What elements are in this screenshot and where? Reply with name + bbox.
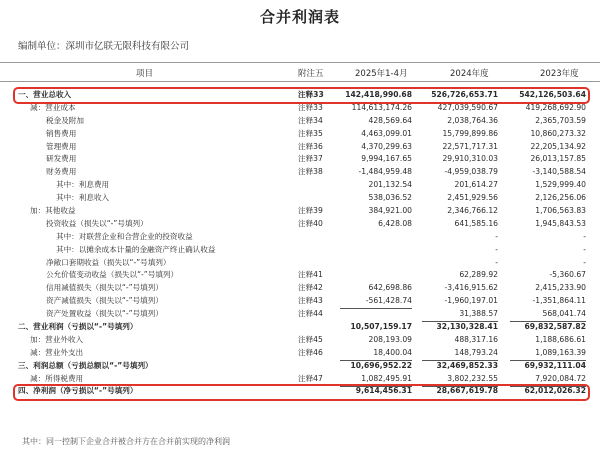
row-label: 投资收益（损失以“-”号填列） [46, 218, 148, 228]
row-value-2024: -3,416,915.62 [444, 283, 498, 293]
income-statement-table [0, 89, 600, 398]
row-value-2024: - [495, 231, 498, 241]
header-note: 附注五 [298, 69, 324, 79]
row-note: 注释41 [298, 270, 323, 280]
row-value-2025: 1,082,495.91 [340, 373, 412, 387]
row-note: 注释40 [298, 218, 323, 228]
row-label: 研发费用 [46, 154, 77, 164]
row-value-2024: 2,346,766.12 [447, 206, 498, 216]
row-note: 注释33 [298, 102, 323, 112]
row-label: 其中：利息费用 [56, 180, 110, 190]
row-value-2025: 384,921.00 [368, 206, 412, 216]
row-note: 注释37 [298, 154, 323, 164]
header-item: 项目 [136, 69, 154, 79]
row-value-2023: - [583, 231, 586, 241]
row-value-2023: 26,013,157.85 [530, 154, 586, 164]
row-label: 二、营业利润（亏损以“-”号填列） [18, 322, 138, 332]
row-value-2024: 2,038,764.36 [447, 115, 498, 125]
row-label: 公允价值变动收益（损失以“-”号填列） [46, 270, 179, 280]
table-row [0, 231, 600, 244]
row-label: 管理费用 [46, 141, 77, 151]
table-row [0, 308, 600, 321]
row-value-2024: 3,802,232.55 [422, 373, 498, 387]
row-note: 注释43 [298, 296, 323, 306]
row-value-2025: 208,193.09 [368, 334, 412, 344]
row-note: 注释36 [298, 141, 323, 151]
row-value-2023: -3,140,588.54 [532, 167, 586, 177]
row-value-2025: 538,036.52 [368, 193, 412, 203]
row-value-2025: 9,614,456.31 [355, 386, 412, 396]
row-value-2025: 10,696,952.22 [350, 360, 412, 370]
row-label: 减：营业成本 [30, 102, 76, 112]
row-value-2025 [340, 308, 412, 309]
header-col-2024: 2024年度 [450, 69, 489, 79]
row-note: 注释46 [298, 347, 323, 357]
row-value-2024: 2,451,929.56 [447, 193, 498, 203]
row-value-2025: 201,132.54 [368, 180, 412, 190]
row-note: 注释45 [298, 334, 323, 344]
row-note: 注释44 [298, 309, 323, 319]
row-value-2023: 7,920,084.72 [510, 373, 586, 387]
table-row [0, 385, 600, 398]
table-row [0, 102, 600, 115]
row-label: 资产减值损失（损失以“-”号填列） [46, 296, 163, 306]
row-note: 注释47 [298, 373, 323, 383]
table-row [0, 269, 600, 282]
preparer-unit: 编制单位：深圳市亿联无限科技有限公司 [18, 41, 190, 52]
row-value-2023: 1,706,563.83 [535, 206, 586, 216]
row-value-2024: - [495, 257, 498, 267]
row-value-2025: 428,569.64 [368, 115, 412, 125]
row-label: 减：营业外支出 [30, 347, 84, 357]
footer-note: 其中：同一控制下企业合并被合并方在合并前实现的净利润 [22, 437, 230, 446]
row-value-2024: 31,388.57 [422, 308, 498, 322]
row-value-2023: 568,041.74 [510, 308, 586, 322]
row-value-2024: 526,726,653.71 [431, 90, 498, 99]
row-value-2025: 4,463,099.01 [361, 128, 412, 138]
table-row [0, 373, 600, 386]
row-label: 销售费用 [46, 128, 77, 138]
row-value-2023: 2,126,256.06 [535, 193, 586, 203]
row-label: 三、利润总额（亏损总额以“-”号填列） [18, 360, 153, 370]
table-row [0, 347, 600, 360]
row-value-2023: 69,932,111.04 [524, 360, 586, 370]
table-row [0, 128, 600, 141]
table-row [0, 205, 600, 218]
row-value-2023: 1,089,163.39 [510, 347, 586, 361]
row-value-2023: - [583, 244, 586, 254]
table-row [0, 257, 600, 270]
row-value-2023: 10,860,273.32 [530, 128, 586, 138]
row-label: 其中：以摊余成本计量的金融资产终止确认收益 [56, 244, 216, 254]
row-label: 加：其他收益 [30, 206, 76, 216]
row-label: 一、营业总收入 [18, 90, 72, 99]
row-value-2024: 15,799,899.86 [442, 128, 498, 138]
row-value-2024: 32,469,852.33 [436, 360, 498, 370]
row-value-2024: 641,585.16 [454, 218, 498, 228]
row-value-2024: 148,793.24 [422, 347, 498, 361]
row-value-2025: 114,613,174.26 [351, 102, 412, 112]
row-value-2024: 32,130,328.41 [436, 322, 498, 332]
row-value-2024: 62,289.92 [459, 270, 498, 280]
row-value-2023: 542,126,503.64 [519, 90, 586, 99]
row-value-2025: -561,428.74 [365, 296, 412, 306]
row-note: 注释39 [298, 206, 323, 216]
table-row [0, 218, 600, 231]
table-row [0, 179, 600, 192]
row-value-2023: 1,529,999.40 [535, 180, 586, 190]
row-value-2023: 2,415,233.90 [535, 283, 586, 293]
table-row [0, 334, 600, 347]
row-value-2025: 18,400.04 [340, 347, 412, 361]
row-value-2023: 2,365,703.59 [535, 115, 586, 125]
row-note: 注释38 [298, 167, 323, 177]
row-value-2024: - [495, 244, 498, 254]
row-label: 其中：对联营企业和合营企业的投资收益 [56, 231, 193, 241]
row-value-2025: 6,428.08 [378, 218, 412, 228]
row-note: 注释34 [298, 115, 323, 125]
row-label: 四、净利润（净亏损以“-”号填列） [18, 386, 138, 396]
row-label: 其中：利息收入 [56, 193, 110, 203]
table-row [0, 321, 600, 334]
row-note: 注释35 [298, 128, 323, 138]
table-row [0, 115, 600, 128]
table-row [0, 153, 600, 166]
row-label: 财务费用 [46, 167, 77, 177]
row-value-2025: 9,994,167.65 [361, 154, 412, 164]
table-row [0, 141, 600, 154]
table-row [0, 282, 600, 295]
row-value-2023: 419,268,692.90 [525, 102, 586, 112]
row-value-2025: 642,698.86 [368, 283, 412, 293]
row-value-2024: 488,317.16 [454, 334, 498, 344]
row-value-2024: 427,039,590.67 [437, 102, 498, 112]
row-value-2023: 22,205,134.92 [530, 141, 586, 151]
row-label: 净敞口套期收益（损失以“-”号填列） [46, 257, 171, 267]
row-value-2025: 142,418,990.68 [345, 90, 412, 99]
row-note: 注释42 [298, 283, 323, 293]
table-row [0, 244, 600, 257]
table-header [0, 62, 600, 82]
row-value-2024: 28,667,619.78 [436, 386, 498, 396]
row-value-2025: -1,484,959.48 [358, 167, 412, 177]
row-value-2023: 1,188,686.61 [535, 334, 586, 344]
row-value-2025: 4,370,299.63 [361, 141, 412, 151]
table-row [0, 360, 600, 373]
row-value-2024: -1,960,197.01 [444, 296, 498, 306]
row-label: 减：所得税费用 [30, 373, 84, 383]
row-value-2025: 10,507,159.17 [350, 322, 412, 332]
header-col-2025: 2025年1-4月 [355, 69, 408, 79]
row-value-2023: 69,832,587.82 [524, 322, 586, 332]
row-label: 信用减值损失（损失以“-”号填列） [46, 283, 163, 293]
row-label: 资产处置收益（损失以“-”号填列） [46, 309, 163, 319]
row-label: 加：营业外收入 [30, 334, 84, 344]
row-value-2024: 22,571,717.31 [442, 141, 498, 151]
table-row [0, 192, 600, 205]
row-note: 注释33 [298, 90, 324, 99]
row-value-2024: 201,614.27 [454, 180, 498, 190]
header-col-2023: 2023年度 [540, 69, 579, 79]
row-value-2024: -4,959,038.79 [444, 167, 498, 177]
row-value-2023: - [583, 257, 586, 267]
table-row [0, 89, 600, 102]
row-value-2023: 62,012,026.32 [524, 386, 586, 396]
row-value-2023: 1,945,843.53 [535, 218, 586, 228]
report-title: 合并利润表 [259, 8, 340, 26]
table-row [0, 295, 600, 308]
row-label: 税金及附加 [46, 115, 84, 125]
row-value-2023: -1,351,864.11 [532, 296, 586, 306]
row-value-2024: 29,910,310.03 [442, 154, 498, 164]
table-row [0, 166, 600, 179]
row-value-2023: -5,360.67 [549, 270, 586, 280]
